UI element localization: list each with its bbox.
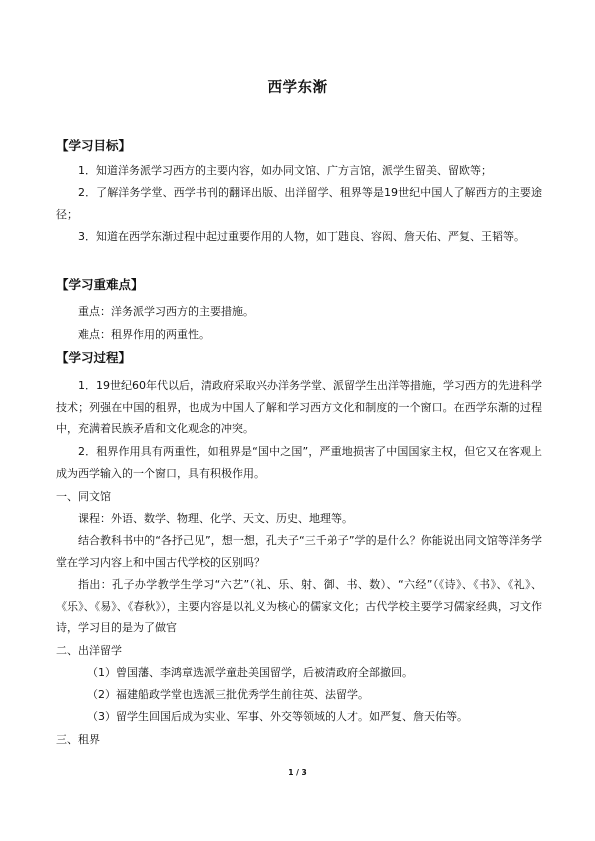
section-heading-keypoints: 【学习重难点】 [56, 277, 144, 292]
goal-item-2: 2．了解洋务学堂、西学书刊的翻译出版、出洋留学、租界等是19世纪中国人了解西方的主要途径； [56, 186, 542, 221]
keypoint-focus: 重点：洋务派学习西方的主要措施。 [78, 305, 254, 318]
page-title: 西学东渐 [267, 80, 328, 96]
page-number: 1 / 3 [288, 768, 307, 777]
goal-item-3: 3．知道在西学东渐过程中起过重要作用的人物，如丁韪良、容闳、詹天佑、严复、王韬等。 [78, 230, 525, 243]
process-paragraph-1: 1．19世纪60年代以后，清政府采取兴办洋务学堂、派留学生出洋等措施，学习西方的先进科学技术；列强在中国的租界，也成为中国人了解和学习西方文化和制度的一个窗口。在西学东渐的过程中，充满着民族矛盾和文化观念的冲突。 [56, 379, 542, 435]
section-heading-goals: 【学习目标】 [56, 138, 132, 153]
part1-question: 结合教科书中的“各抒己见”，想一想，孔夫子“三千弟子”学的是什么？你能说出同文馆等洋务学堂在学习内容上和中国古代学校的区别吗？ [56, 534, 542, 569]
part1-answer: 指出：孔子办学教学生学习“六艺”（礼、乐、射、御、书、数）、“六经”（《诗》、《书》、《礼》、《乐》、《易》、《春秋》），主要内容是以礼义为核心的儒家文化；古代学校主要学习儒家经典，习文作诗，学习目的是为了做官 [56, 578, 542, 634]
process-paragraph-2: 2．租界作用具有两重性，如租界是“国中之国”，严重地损害了中国国家主权，但它又在客观上成为西学输入的一个窗口，具有积极作用。 [56, 445, 542, 480]
goal-item-1: 1．知道洋务派学习西方的主要内容，如办同文馆、广方言馆，派学生留美、留欧等； [78, 164, 492, 177]
part2-item-3: （3）留学生回国后成为实业、军事、外交等领域的人才。如严复、詹天佑等。 [87, 710, 468, 723]
part3-heading: 三、租界 [56, 733, 100, 746]
part2-item-1: （1）曾国藩、李鸿章选派学童赴美国留学，后被清政府全部撤回。 [87, 666, 413, 679]
part2-item-2: （2）福建船政学堂也选派三批优秀学生前往英、法留学。 [87, 688, 369, 701]
part2-heading: 二、出洋留学 [56, 644, 122, 657]
keypoint-difficulty: 难点：租界作用的两重性。 [78, 328, 210, 341]
part1-heading: 一、同文馆 [56, 490, 111, 503]
section-heading-process: 【学习过程】 [56, 350, 132, 365]
part1-courses: 课程：外语、数学、物理、化学、天文、历史、地理等。 [78, 512, 353, 525]
